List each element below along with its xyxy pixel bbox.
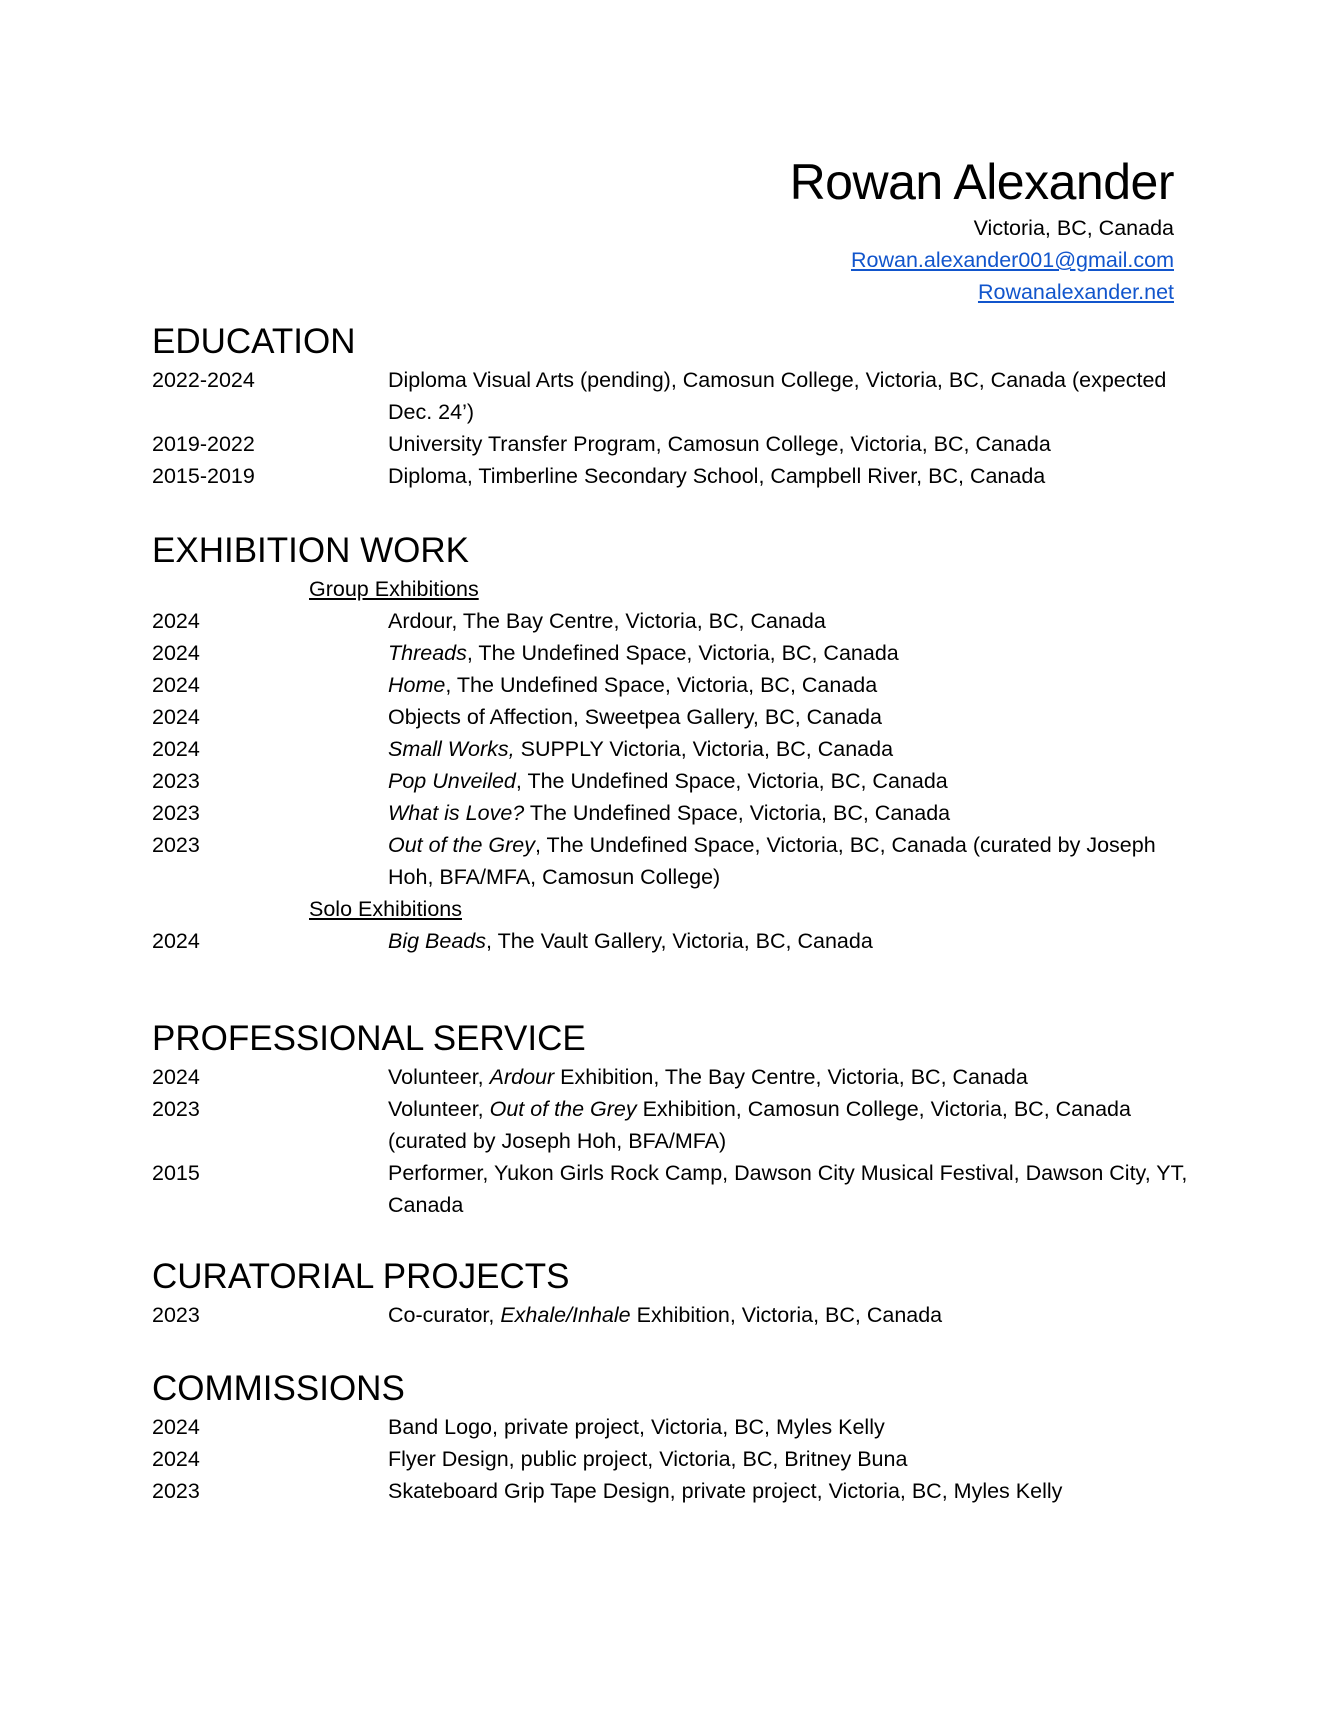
person-name: Rowan Alexander: [789, 154, 1174, 210]
row-year: 2024: [152, 1415, 200, 1439]
row-text: Ardour, The Bay Centre, Victoria, BC, Canada: [388, 609, 826, 633]
row-year: 2023: [152, 1479, 200, 1503]
row-text: Pop Unveiled, The Undefined Space, Victoria, BC, Canada: [388, 769, 948, 793]
row-year: 2024: [152, 929, 200, 953]
exhibition-row: [152, 797, 1192, 829]
section-title: EXHIBITION WORK: [152, 531, 469, 570]
education-row: [152, 364, 1192, 428]
row-year: 2015: [152, 1161, 200, 1185]
row-year: 2019-2022: [152, 432, 255, 456]
exhibition-row: [152, 701, 1192, 733]
section-title: COMMISSIONS: [152, 1369, 405, 1408]
row-text: Home, The Undefined Space, Victoria, BC, Canada: [388, 673, 878, 697]
curatorial-row: [152, 1299, 1192, 1331]
exhibition-row: [152, 925, 1192, 957]
exhibition-row: [152, 765, 1192, 797]
row-year: 2023: [152, 1097, 200, 1121]
commission-row: [152, 1475, 1192, 1507]
row-year: 2015-2019: [152, 464, 255, 488]
row-year: 2023: [152, 833, 200, 857]
row-year: 2023: [152, 1303, 200, 1327]
commissions-section: [152, 1367, 1192, 1507]
section-title: CURATORIAL PROJECTS: [152, 1257, 570, 1296]
row-year: 2024: [152, 609, 200, 633]
row-text: Volunteer, Ardour Exhibition, The Bay Centre, Victoria, BC, Canada: [388, 1065, 1028, 1089]
website-link[interactable]: Rowanalexander.net: [977, 280, 1174, 304]
service-row: [152, 1157, 1192, 1221]
location: Victoria, BC, Canada: [973, 216, 1174, 240]
row-text: Big Beads, The Vault Gallery, Victoria, BC, Canada: [388, 929, 873, 953]
row-year: 2024: [152, 705, 200, 729]
row-text: Out of the Grey, The Undefined Space, Victoria, BC, Canada (curated by Joseph Hoh, BFA/MFA, Camosun College): [388, 833, 1156, 889]
row-text: Small Works, SUPPLY Victoria, Victoria, BC, Canada: [388, 737, 894, 761]
exhibition-section: [152, 529, 1192, 957]
row-year: 2024: [152, 1447, 200, 1471]
row-year: 2024: [152, 1065, 200, 1089]
row-text: Diploma, Timberline Secondary School, Campbell River, BC, Canada: [388, 464, 1046, 488]
row-text: Diploma Visual Arts (pending), Camosun College, Victoria, BC, Canada (expected Dec. 24’): [388, 368, 1167, 424]
exhibition-row: [152, 733, 1192, 765]
row-text: Volunteer, Out of the Grey Exhibition, Camosun College, Victoria, BC, Canada (curated by Joseph Hoh, BFA/MFA): [388, 1097, 1131, 1153]
commission-row: [152, 1443, 1192, 1475]
section-title: EDUCATION: [152, 322, 356, 361]
solo-exhibitions-label: Solo Exhibitions: [309, 897, 462, 921]
exhibition-row: [152, 669, 1192, 701]
education-section: [152, 320, 1192, 492]
row-year: 2024: [152, 673, 200, 697]
row-text: Co-curator, Exhale/Inhale Exhibition, Victoria, BC, Canada: [388, 1303, 943, 1327]
group-exhibitions-label: Group Exhibitions: [309, 577, 479, 601]
row-year: 2024: [152, 641, 200, 665]
curatorial-section: [152, 1255, 1192, 1331]
exhibition-row: [152, 637, 1192, 669]
exhibition-row: [152, 605, 1192, 637]
service-row: [152, 1061, 1192, 1093]
row-text: What is Love? The Undefined Space, Victoria, BC, Canada: [388, 801, 951, 825]
row-text: Skateboard Grip Tape Design, private project, Victoria, BC, Myles Kelly: [388, 1479, 1063, 1503]
header: [790, 152, 1174, 308]
row-text: Threads, The Undefined Space, Victoria, BC, Canada: [388, 641, 899, 665]
row-text: Flyer Design, public project, Victoria, BC, Britney Buna: [388, 1447, 908, 1471]
row-text: Band Logo, private project, Victoria, BC, Myles Kelly: [388, 1415, 885, 1439]
commission-row: [152, 1411, 1192, 1443]
row-year: 2024: [152, 737, 200, 761]
exhibition-row: [152, 829, 1192, 893]
row-text: Objects of Affection, Sweetpea Gallery, BC, Canada: [388, 705, 882, 729]
section-title: PROFESSIONAL SERVICE: [152, 1019, 586, 1058]
service-section: [152, 1017, 1192, 1221]
email-link[interactable]: Rowan.alexander001@gmail.com: [851, 248, 1174, 272]
row-text: Performer, Yukon Girls Rock Camp, Dawson City Musical Festival, Dawson City, YT, Canada: [388, 1161, 1188, 1217]
row-text: University Transfer Program, Camosun College, Victoria, BC, Canada: [388, 432, 1051, 456]
row-year: 2022-2024: [152, 368, 255, 392]
service-row: [152, 1093, 1192, 1157]
education-row: [152, 460, 1192, 492]
row-year: 2023: [152, 801, 200, 825]
education-row: [152, 428, 1192, 460]
row-year: 2023: [152, 769, 200, 793]
